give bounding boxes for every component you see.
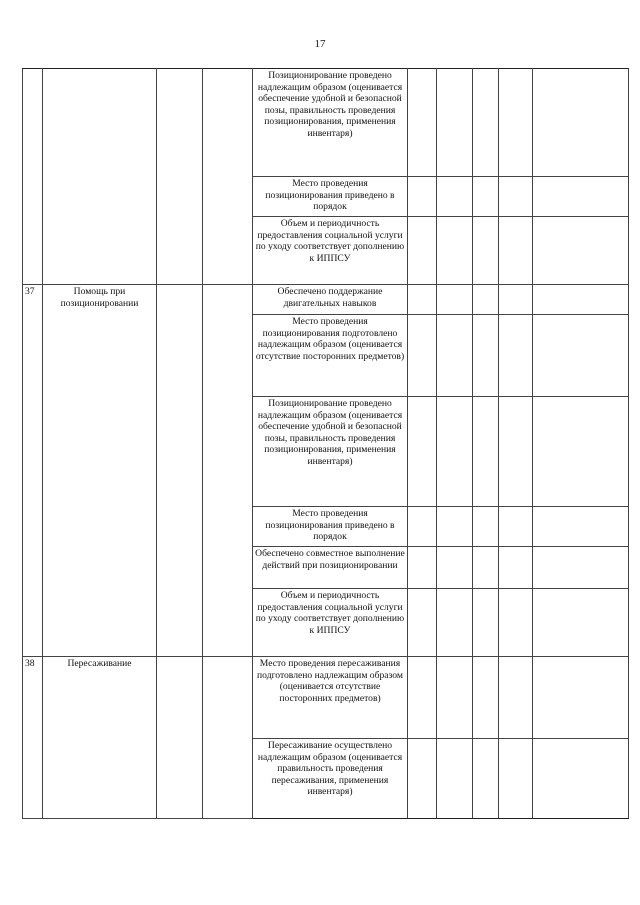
empty-cell xyxy=(533,397,629,507)
empty-cell xyxy=(437,69,473,177)
empty-cell xyxy=(499,217,533,285)
empty-cell xyxy=(437,739,473,819)
criterion-text: Объем и периодичность предоставления социальной услуги по уходу соответствует дополнению к ИППСУ xyxy=(253,217,408,285)
criterion-text: Объем и периодичность предоставления социальной услуги по уходу соответствует дополнению к ИППСУ xyxy=(253,589,408,657)
empty-cell xyxy=(533,315,629,397)
empty-cell xyxy=(473,315,499,397)
table-row xyxy=(23,285,629,315)
empty-cell xyxy=(203,285,253,657)
row-number xyxy=(23,69,43,285)
criterion-text: Пересаживание осуществлено надлежащим образом (оценивается правильность проведения пересаживания, применения инвентаря) xyxy=(253,739,408,819)
empty-cell xyxy=(533,547,629,589)
empty-cell xyxy=(499,507,533,547)
criterion-text: Место проведения позиционирования подготовлено надлежащим образом (оценивается отсутствие посторонних предметов) xyxy=(253,315,408,397)
empty-cell xyxy=(408,657,437,739)
empty-cell xyxy=(499,547,533,589)
row-number: 38 xyxy=(23,657,43,819)
table-row xyxy=(23,69,629,177)
empty-cell xyxy=(473,739,499,819)
criterion-text: Место проведения пересаживания подготовлено надлежащим образом (оценивается отсутствие посторонних предметов) xyxy=(253,657,408,739)
empty-cell xyxy=(437,547,473,589)
empty-cell xyxy=(533,285,629,315)
empty-cell xyxy=(408,507,437,547)
empty-cell xyxy=(499,285,533,315)
empty-cell xyxy=(473,285,499,315)
empty-cell xyxy=(437,315,473,397)
empty-cell xyxy=(437,507,473,547)
empty-cell xyxy=(408,397,437,507)
empty-cell xyxy=(437,177,473,217)
empty-cell xyxy=(533,217,629,285)
empty-cell xyxy=(533,507,629,547)
empty-cell xyxy=(408,217,437,285)
empty-cell xyxy=(157,657,203,819)
service-name xyxy=(43,69,157,285)
empty-cell xyxy=(157,69,203,285)
empty-cell xyxy=(499,69,533,177)
empty-cell xyxy=(203,657,253,819)
empty-cell xyxy=(533,657,629,739)
row-number: 37 xyxy=(23,285,43,657)
empty-cell xyxy=(408,315,437,397)
empty-cell xyxy=(408,285,437,315)
empty-cell xyxy=(499,397,533,507)
empty-cell xyxy=(473,657,499,739)
empty-cell xyxy=(408,177,437,217)
empty-cell xyxy=(473,547,499,589)
criterion-text: Обеспечено совместное выполнение действий при позиционировании xyxy=(253,547,408,589)
empty-cell xyxy=(499,657,533,739)
criterion-text: Место проведения позиционирования приведено в порядок xyxy=(253,507,408,547)
criteria-table xyxy=(22,68,629,819)
service-name: Помощь при позиционировании xyxy=(43,285,157,657)
empty-cell xyxy=(533,589,629,657)
empty-cell xyxy=(473,507,499,547)
empty-cell xyxy=(533,177,629,217)
empty-cell xyxy=(533,69,629,177)
empty-cell xyxy=(437,217,473,285)
empty-cell xyxy=(499,177,533,217)
service-name: Пересаживание xyxy=(43,657,157,819)
empty-cell xyxy=(437,285,473,315)
criterion-text: Место проведения позиционирования приведено в порядок xyxy=(253,177,408,217)
empty-cell xyxy=(437,589,473,657)
empty-cell xyxy=(437,657,473,739)
page-number: 17 xyxy=(314,38,326,50)
empty-cell xyxy=(499,315,533,397)
empty-cell xyxy=(473,589,499,657)
empty-cell xyxy=(473,397,499,507)
empty-cell xyxy=(157,285,203,657)
empty-cell xyxy=(203,69,253,285)
empty-cell xyxy=(473,69,499,177)
table-row xyxy=(23,657,629,739)
empty-cell xyxy=(499,739,533,819)
empty-cell xyxy=(533,739,629,819)
empty-cell xyxy=(408,739,437,819)
empty-cell xyxy=(408,589,437,657)
empty-cell xyxy=(437,397,473,507)
empty-cell xyxy=(408,547,437,589)
criterion-text: Позиционирование проведено надлежащим образом (оценивается обеспечение удобной и безопасной позы, правильность проведения позиционирования, применения инвентаря) xyxy=(253,69,408,177)
empty-cell xyxy=(499,589,533,657)
empty-cell xyxy=(473,217,499,285)
criterion-text: Позиционирование проведено надлежащим образом (оценивается обеспечение удобной и безопасной позы, правильность проведения позиционирования, применения инвентаря) xyxy=(253,397,408,507)
empty-cell xyxy=(408,69,437,177)
empty-cell xyxy=(473,177,499,217)
criterion-text: Обеспечено поддержание двигательных навыков xyxy=(253,285,408,315)
